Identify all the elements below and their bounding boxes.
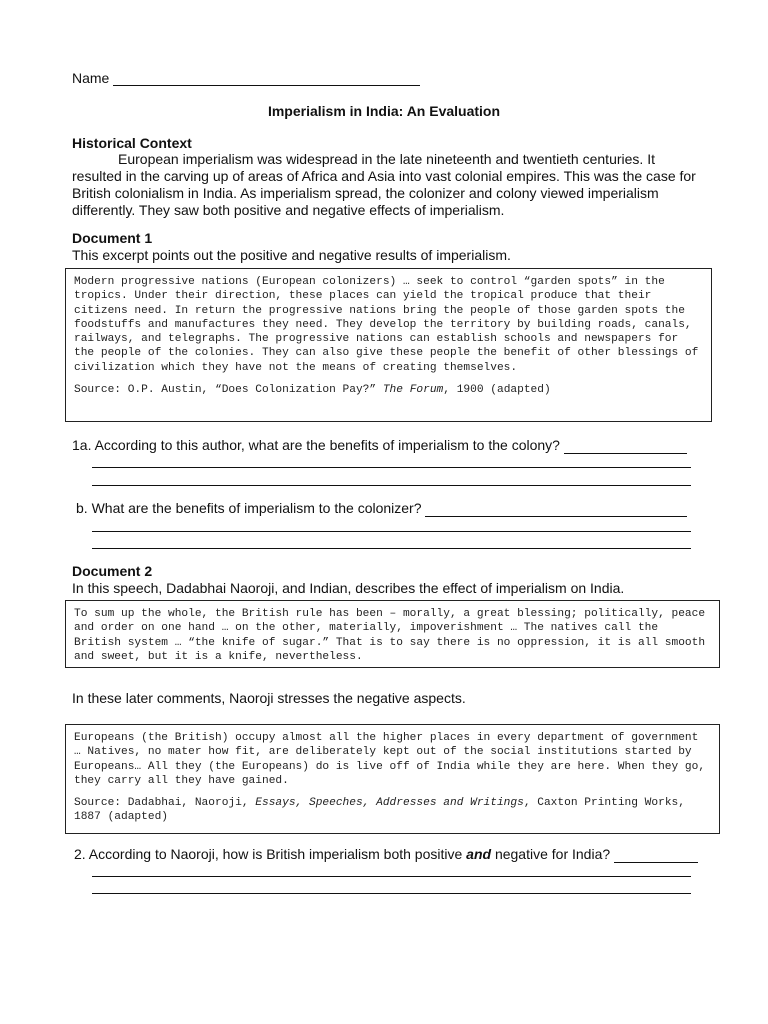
question-2-emphasis: and [466,846,492,862]
doc2-later-comments: In these later comments, Naoroji stresses the negative aspects. [72,690,466,706]
context-paragraph [72,151,702,219]
question-2-text-end: negative for India? [494,846,611,862]
context-text: European imperialism was widespread in the late nineteenth and twentieth centuries. It resulted in the carving up of areas of Africa and Asia into vast colonial empires. This was the case for British colonialism in India. As imperialism spread, the colonizer and colony viewed imperialism differently. They saw both positive and negative effects of imperialism. [72,151,696,218]
question-1b-text: b. What are the benefits of imperialism to the colonizer? [76,500,422,516]
name-blank[interactable] [113,71,420,86]
answer-line[interactable] [92,531,691,532]
answer-2-blank[interactable] [614,849,698,863]
question-1b [76,500,687,517]
doc1-quote-box [65,268,712,422]
doc1-intro: This excerpt points out the positive and negative results of imperialism. [72,247,511,263]
answer-line[interactable] [92,485,691,486]
doc2-quote-box-2 [65,724,720,834]
question-2 [74,846,698,863]
doc2-heading: Document 2 [72,563,153,579]
question-1a-text: 1a. According to this author, what are the benefits of imperialism to the colony? [72,437,560,453]
answer-line[interactable] [92,548,691,549]
page-title: Imperialism in India: An Evaluation [267,103,501,119]
context-heading: Historical Context [72,135,192,151]
answer-line[interactable] [92,893,691,894]
question-1a [72,437,687,454]
name-field [72,70,420,86]
answer-line[interactable] [92,467,691,468]
doc2-quote-box-1 [65,600,720,668]
doc2-quote-1: To sum up the whole, the British rule has been – morally, a great blessing; politically, peace and order on one hand … on the other, materially, impoverishment … The natives call the British system … “the knife of sugar.” That is to say there is no oppression, it is all smooth and sweet, but it is a knife, nevertheless. [74,608,706,663]
doc1-heading: Document 1 [72,230,153,246]
doc2-quote-2: Europeans (the British) occupy almost all the higher places in every department of government … Natives, no mater how fit, are deliberately kept out of the social institutions started by Europeans… All they (the Europeans) do is live off of India while they are here. When they go, they carry all they have gained. [74,732,706,787]
doc1-quote: Modern progressive nations (European colonizers) … seek to control “garden spots” in the tropics. Under their direction, these places can yield the tropical produce that their citizens need. In return the progressive nations bring the people of those garden spots the foodstuffs and manufactures they need. They develop the territory by building roads, canals, railways, and telegraphs. The progressive nations can establish schools and newspapers for the people of the colonies. They can also give these people the benefit of other blessings of civilization which they have not the means of creating themselves. [74,276,699,374]
answer-1b-blank[interactable] [425,503,687,517]
doc2-intro: In this speech, Dadabhai Naoroji, and Indian, describes the effect of imperialism on India. [72,580,625,596]
doc1-source: Source: O.P. Austin, “Does Colonization Pay?” The Forum, 1900 (adapted) [74,384,551,397]
name-label: Name [72,70,110,86]
question-2-text: 2. According to Naoroji, how is British imperialism both positive [74,846,463,862]
doc2-source: Source: Dadabhai, Naoroji, Essays, Speeches, Addresses and Writings, Caxton Printing Works, 1887 (adapted) [74,797,685,824]
answer-1a-blank[interactable] [564,440,687,454]
answer-line[interactable] [92,876,691,877]
